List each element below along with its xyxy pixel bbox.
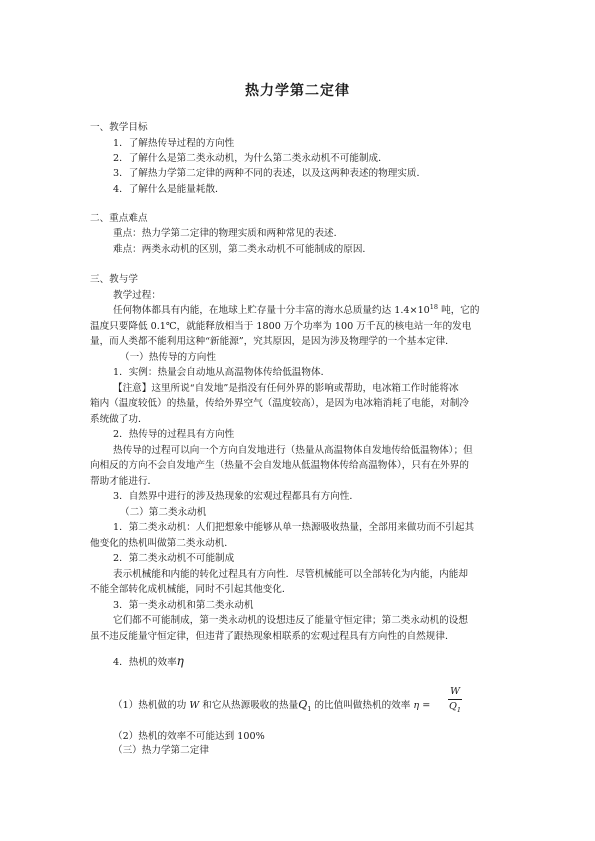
efficiency-definition — [113, 699, 430, 712]
paragraph-line: 不能全部转化成机械能，同时不引起其他变化． — [90, 584, 292, 595]
fraction-denominator — [447, 701, 463, 712]
subscript: 1 — [307, 704, 312, 713]
paragraph-line: 1．第二类永动机：人们把想象中能够从单一热源吸收热量，全部用来做功而不引起其 — [113, 522, 475, 533]
subsection-heading: （二）第二类永动机 — [120, 507, 207, 518]
paragraph-line — [113, 655, 184, 669]
paragraph-line: 表示机械能和内能的转化过程具有方向性．尽管机械能可以全部转化为内能，内能却 — [113, 569, 468, 580]
paragraph-line: 虽不违反能量守恒定律，但违背了跟热现象相联系的宏观过程具有方向性的自然规律． — [90, 631, 455, 642]
paragraph-text: 任何物体都具有内能，在地球上贮存量十分丰富的海水总质量约达 1.4×10 — [113, 305, 430, 316]
difficult-point-line: 难点：两类永动机的区别，第二类永动机不可能制成的原因． — [113, 244, 373, 255]
paragraph-line: 热传导的过程可以向一个方向自发地进行（热量从高温物体自发地传给低温物体）；但 — [113, 445, 473, 456]
paragraph-line: 量，而人类都不能利用这种“新能源”，究其原因，是因为涉及物理学的一个基本定律． — [90, 336, 455, 347]
symbol-w: W — [189, 700, 200, 711]
denominator-symbol: Q — [448, 701, 457, 712]
section-heading-key-points: 二、重点难点 — [90, 213, 148, 224]
key-point-line: 重点：热力学第二定律的物理实质和两种常见的表述． — [113, 228, 344, 239]
paragraph-line: 2．热传导的过程具有方向性 — [113, 429, 235, 440]
paragraph-line: 他变化的热机叫做第二类永动机． — [90, 538, 234, 549]
paragraph-line: 它们都不可能制成，第一类永动机的设想违反了能量守恒定律；第二类永动机的设想 — [113, 615, 468, 626]
paragraph-line: （2）热机的效率不可能达到 100% — [113, 731, 265, 742]
objective-item: 4．了解什么是能量耗散． — [113, 184, 225, 195]
objective-item: 3．了解热力学第二定律的两种不同的表述，以及这两种表述的物理实质． — [113, 168, 427, 179]
formula-text: （1）热机做的功 — [113, 700, 190, 711]
fraction-bar — [448, 699, 462, 700]
fraction-numerator: W — [450, 686, 460, 697]
formula-text: 和它从热源吸收的热量 — [199, 700, 299, 711]
formula-text: 的比值叫做热机的效率 — [311, 700, 411, 711]
subsection-heading: （三）热力学第二定律 — [113, 745, 209, 756]
teaching-process-label: 教学过程： — [113, 290, 161, 301]
paragraph-line: 3．自然界中进行的涉及热现象的宏观过程都具有方向性． — [113, 491, 359, 502]
section-heading-objectives: 一、教学目标 — [90, 122, 148, 133]
paragraph-line — [113, 302, 480, 317]
note-line: 系统做了功． — [90, 414, 148, 425]
eta-symbol: η — [176, 654, 184, 668]
subscript: 1 — [456, 705, 461, 714]
exponent: 18 — [429, 302, 439, 311]
section-heading-teaching: 三、教与学 — [90, 274, 138, 285]
paragraph-text: 吨，它的 — [438, 305, 480, 316]
paragraph-line: 温度只要降低 0.1℃，就能释放相当于 1800 万个功率为 100 万千瓦的核电站一年的发电 — [90, 321, 472, 332]
paragraph-line: 1．实例：热量会自动地从高温物体传给低温物体． — [113, 367, 331, 378]
paragraph-line: 3．第一类永动机和第二类永动机 — [113, 600, 254, 611]
note-line: 箱内（温度较低）的热量，传给外界空气（温度较高），是因为电冰箱消耗了电能，对制冷 — [90, 398, 469, 409]
note-line: 【注意】这里所说“自发地”是指没有任何外界的影响或帮助，电冰箱工作时能将冰 — [113, 383, 459, 394]
subsection-heading: （一）热传导的方向性 — [120, 352, 216, 363]
page-title: 热力学第二定律 — [245, 83, 350, 99]
objective-item: 1．了解热传导过程的方向性 — [113, 138, 235, 149]
symbol-q: Q — [298, 698, 308, 711]
efficiency-fraction — [447, 686, 463, 716]
formula-equals: η = — [410, 700, 431, 711]
paragraph-line: 2．第二类永动机不可能制成 — [113, 553, 235, 564]
paragraph-line: 向相反的方向不会自发地产生（热量不会自发地从低温物体传给高温物体），只有在外界的 — [90, 460, 469, 471]
objective-item: 2．了解什么是第二类永动机，为什么第二类永动机不可能制成． — [113, 153, 388, 164]
efficiency-heading: 4．热机的效率 — [113, 657, 177, 668]
paragraph-line: 帮助才能进行． — [90, 476, 158, 487]
